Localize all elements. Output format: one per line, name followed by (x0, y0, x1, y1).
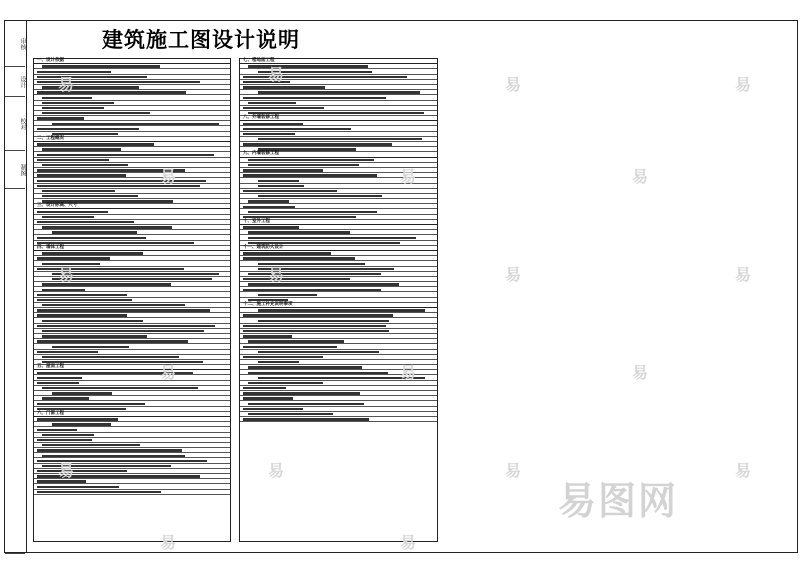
illegible-text-line (243, 356, 323, 358)
illegible-text-line (42, 148, 121, 150)
illegible-text-line (37, 169, 185, 171)
illegible-text-line (37, 429, 77, 431)
illegible-text-line (248, 159, 374, 161)
illegible-text-line (248, 102, 296, 104)
illegible-text-line (37, 268, 184, 270)
illegible-text-line (248, 413, 333, 415)
illegible-text-line (243, 86, 325, 88)
section-heading-text: 五、屋面工程 (37, 364, 64, 370)
illegible-text-line (243, 128, 351, 130)
illegible-text-line (243, 123, 303, 125)
illegible-text-line (42, 263, 100, 265)
illegible-text-line (37, 340, 188, 342)
section-heading-text: 八、外墙装修工程 (243, 115, 279, 121)
watermark-glyph: 易 (268, 461, 285, 480)
watermark-glyph: 易 (400, 533, 417, 552)
illegible-text-line (248, 65, 368, 67)
title-block-cell (5, 189, 25, 554)
section-heading-text: 二、工程概况 (37, 135, 64, 141)
illegible-text-line (42, 97, 92, 99)
illegible-text-line (37, 237, 146, 239)
section-heading-text: 六、门窗工程 (37, 410, 64, 416)
illegible-text-line (42, 86, 139, 88)
illegible-text-line (42, 226, 172, 228)
illegible-text-line (243, 257, 355, 259)
illegible-text-line (243, 252, 331, 254)
illegible-text-line (258, 180, 299, 182)
illegible-text-line (37, 351, 98, 353)
watermark-glyph: 易 (632, 167, 649, 186)
title-block-strip (4, 20, 26, 553)
illegible-text-line (52, 273, 219, 275)
illegible-text-line (258, 377, 425, 379)
illegible-text-line (42, 190, 115, 192)
illegible-text-line (248, 366, 362, 368)
illegible-text-line (258, 263, 365, 265)
illegible-text-line (258, 351, 379, 353)
illegible-text-line (248, 372, 388, 374)
illegible-text-line (42, 107, 104, 109)
illegible-text-line (243, 418, 369, 420)
illegible-text-line (42, 387, 198, 389)
illegible-text-line (37, 128, 139, 130)
illegible-text-line (37, 299, 132, 301)
watermark-glyph: 易 (735, 265, 752, 284)
illegible-text-line (37, 418, 118, 420)
illegible-text-line (42, 252, 143, 254)
illegible-text-line (37, 185, 200, 187)
section-heading-text: 三、设计标高、尺寸 (37, 203, 78, 209)
illegible-text-line (243, 133, 295, 135)
illegible-text-line (42, 320, 143, 322)
illegible-text-line (37, 81, 200, 83)
illegible-text-line (248, 200, 289, 202)
illegible-text-line (52, 346, 129, 348)
illegible-text-line (243, 346, 337, 348)
section-heading-text: 十、室外工程 (243, 218, 270, 224)
illegible-text-line (37, 71, 111, 73)
illegible-text-line (37, 470, 127, 472)
watermark-glyph: 易 (268, 265, 285, 284)
document-title: 建筑施工图设计说明 (102, 28, 300, 52)
watermark-glyph: 易 (505, 461, 522, 480)
illegible-text-line (37, 257, 110, 259)
watermark-glyph: 易 (160, 167, 177, 186)
note-line (240, 417, 437, 422)
illegible-text-line (42, 164, 128, 166)
illegible-text-line (37, 154, 214, 156)
watermark-glyph: 易 (268, 65, 285, 84)
illegible-text-line (248, 283, 399, 285)
illegible-text-line (243, 169, 323, 171)
watermark-glyph: 易 (505, 75, 522, 94)
illegible-text-line (37, 475, 200, 477)
illegible-text-line (37, 143, 154, 145)
illegible-text-line (52, 278, 212, 280)
watermark-glyph: 易 (735, 75, 752, 94)
watermark-glyph: 易 (400, 167, 417, 186)
illegible-text-line (243, 174, 377, 176)
illegible-text-line (258, 320, 389, 322)
illegible-text-line (243, 408, 303, 410)
illegible-text-line (248, 211, 377, 213)
illegible-text-line (37, 439, 92, 441)
illegible-text-line (243, 190, 337, 192)
illegible-text-line (248, 403, 364, 405)
illegible-text-line (37, 325, 215, 327)
illegible-text-line (37, 117, 84, 119)
illegible-text-line (243, 397, 293, 399)
illegible-text-line (243, 278, 350, 280)
illegible-text-line (37, 314, 127, 316)
illegible-text-line (42, 335, 147, 337)
illegible-text-line (52, 392, 112, 394)
watermark-glyph: 易 (58, 75, 75, 94)
illegible-text-line (243, 76, 407, 78)
illegible-text-line (42, 330, 204, 332)
illegible-text-line (248, 340, 344, 342)
illegible-text-line (258, 361, 299, 363)
watermark-glyph: 易 (735, 461, 752, 480)
watermark-glyph: 易 (632, 363, 649, 382)
illegible-text-line (37, 382, 79, 384)
section-heading-text: 九、内墙装修工程 (243, 151, 279, 157)
illegible-text-line (37, 372, 193, 374)
illegible-text-line (42, 283, 171, 285)
illegible-text-line (37, 486, 119, 488)
section-heading-text: 四、墙体工程 (37, 244, 64, 250)
illegible-text-line (42, 361, 203, 363)
watermark-glyph: 易 (160, 533, 177, 552)
illegible-text-line (42, 455, 185, 457)
illegible-text-line (52, 123, 219, 125)
illegible-text-line (42, 102, 114, 104)
illegible-text-line (42, 216, 94, 218)
illegible-text-line (42, 356, 179, 358)
illegible-text-line (37, 449, 182, 451)
illegible-text-line (258, 71, 372, 73)
illegible-text-line (243, 325, 386, 327)
title-block-cell: 设计 (5, 67, 25, 97)
title-block-cell: 制图 (5, 151, 25, 189)
watermark-glyph: 易 (400, 363, 417, 382)
illegible-text-line (243, 226, 299, 228)
illegible-text-line (243, 330, 389, 332)
illegible-text-line (37, 221, 134, 223)
illegible-text-line (42, 289, 85, 291)
illegible-text-line (37, 491, 161, 493)
illegible-text-line (258, 185, 304, 187)
note-line (34, 490, 230, 495)
illegible-text-line (243, 97, 386, 99)
section-heading-text: 十一、建筑防火设计 (243, 244, 284, 250)
illegible-text-line (258, 195, 382, 197)
illegible-text-line (37, 309, 210, 311)
section-heading-text: 一、设计依据 (37, 58, 64, 63)
section-heading-text: 十二、施工补充说明事项 (243, 301, 293, 307)
watermark-glyph: 易 (160, 363, 177, 382)
left-notes-column (33, 58, 231, 542)
illegible-text-line (258, 138, 422, 140)
section-heading-text: 七、楼地面工程 (243, 58, 275, 63)
illegible-text-line (37, 294, 127, 296)
illegible-text-line (37, 180, 206, 182)
illegible-text-line (258, 309, 425, 311)
illegible-text-line (42, 465, 171, 467)
illegible-text-line (42, 65, 160, 67)
watermark-glyph: 易 (505, 265, 522, 284)
illegible-text-line (258, 268, 394, 270)
illegible-text-line (258, 91, 420, 93)
illegible-text-line (37, 76, 147, 78)
illegible-text-line (37, 159, 109, 161)
illegible-text-line (37, 460, 207, 462)
title-block-cell: 审核 (5, 21, 25, 67)
illegible-text-line (243, 143, 392, 145)
illegible-text-line (248, 237, 416, 239)
illegible-text-line (37, 211, 108, 213)
illegible-text-line (42, 195, 138, 197)
illegible-text-line (42, 444, 140, 446)
illegible-text-line (243, 387, 286, 389)
illegible-text-line (42, 397, 89, 399)
illegible-text-line (243, 335, 292, 337)
illegible-text-line (42, 112, 150, 114)
illegible-text-line (243, 314, 393, 316)
illegible-text-line (37, 403, 145, 405)
watermark-logo: 易图网 (558, 479, 679, 523)
illegible-text-line (42, 434, 94, 436)
illegible-text-line (243, 107, 324, 109)
illegible-text-line (243, 392, 360, 394)
watermark-glyph: 易 (58, 461, 75, 480)
right-notes-column (239, 58, 438, 542)
illegible-text-line (52, 231, 137, 233)
illegible-text-line (37, 174, 126, 176)
illegible-text-line (243, 81, 290, 83)
illegible-text-line (248, 382, 323, 384)
illegible-text-line (37, 480, 86, 482)
illegible-text-line (52, 423, 111, 425)
illegible-text-line (248, 231, 350, 233)
illegible-text-line (37, 377, 82, 379)
illegible-text-line (258, 294, 317, 296)
illegible-text-line (243, 206, 295, 208)
illegible-text-line (248, 164, 359, 166)
illegible-text-line (37, 91, 186, 93)
watermark-glyph: 易 (58, 265, 75, 284)
illegible-text-line (248, 273, 381, 275)
illegible-text-line (243, 289, 381, 291)
title-block-cell: 校对 (5, 97, 25, 151)
illegible-text-line (42, 304, 185, 306)
